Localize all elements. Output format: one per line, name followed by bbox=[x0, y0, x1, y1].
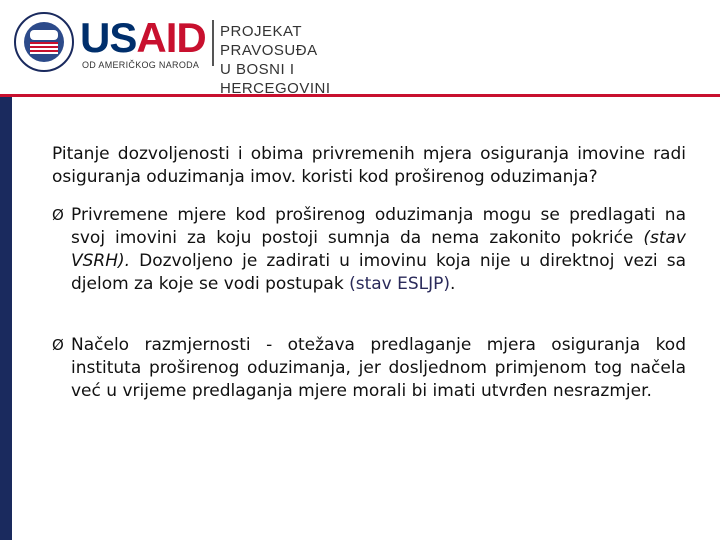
citation-esljp: (stav ESLJP) bbox=[349, 274, 451, 294]
slide-body bbox=[52, 143, 686, 403]
bullet-text: Privremene mjere kod proširenog oduzimanja mogu se predlagati na svoj imovini za koju postoji sumnja da nema zakonito pokriće bbox=[71, 205, 686, 248]
usaid-logo bbox=[14, 12, 384, 97]
project-name-line2: U BOSNI I HERCEGOVINI bbox=[220, 61, 331, 97]
project-name bbox=[220, 22, 384, 98]
intro-question: Pitanje dozvoljenosti i obima privremenih mjera osiguranja imovine radi osiguranja oduzimanja imov. koristi kod proširenog oduzimanja? bbox=[52, 144, 686, 187]
bullet-text: Načelo razmjernosti - otežava predlaganje mjera osiguranja kod instituta proširenog oduzimanja, jer dosljednom primjenom tog načela već u vrijeme predlaganja mjere morali bi imati utvrđen nesrazmjer. bbox=[71, 335, 686, 401]
usaid-tagline: OD AMERIČKOG NARODA bbox=[82, 60, 200, 70]
usaid-seal-icon bbox=[14, 12, 74, 72]
left-accent-bar bbox=[0, 96, 12, 540]
bullet-proportionality bbox=[52, 334, 686, 403]
bullet-provisional-measures bbox=[52, 204, 686, 296]
arrow-bullet-icon: Ø bbox=[52, 336, 64, 354]
arrow-bullet-icon: Ø bbox=[52, 206, 64, 224]
bullet-text-end: . bbox=[450, 274, 456, 294]
bullet-text-cont: Dozvoljeno je zadirati u imovinu koja nije u direktnoj vezi sa djelom za koje se vodi postupak bbox=[71, 251, 686, 294]
project-name-line1: PROJEKAT PRAVOSUĐA bbox=[220, 23, 318, 59]
usaid-wordmark: USAID bbox=[80, 14, 206, 61]
logo-divider bbox=[212, 20, 214, 66]
citation-vsrh: (stav VSRH). bbox=[71, 228, 686, 271]
